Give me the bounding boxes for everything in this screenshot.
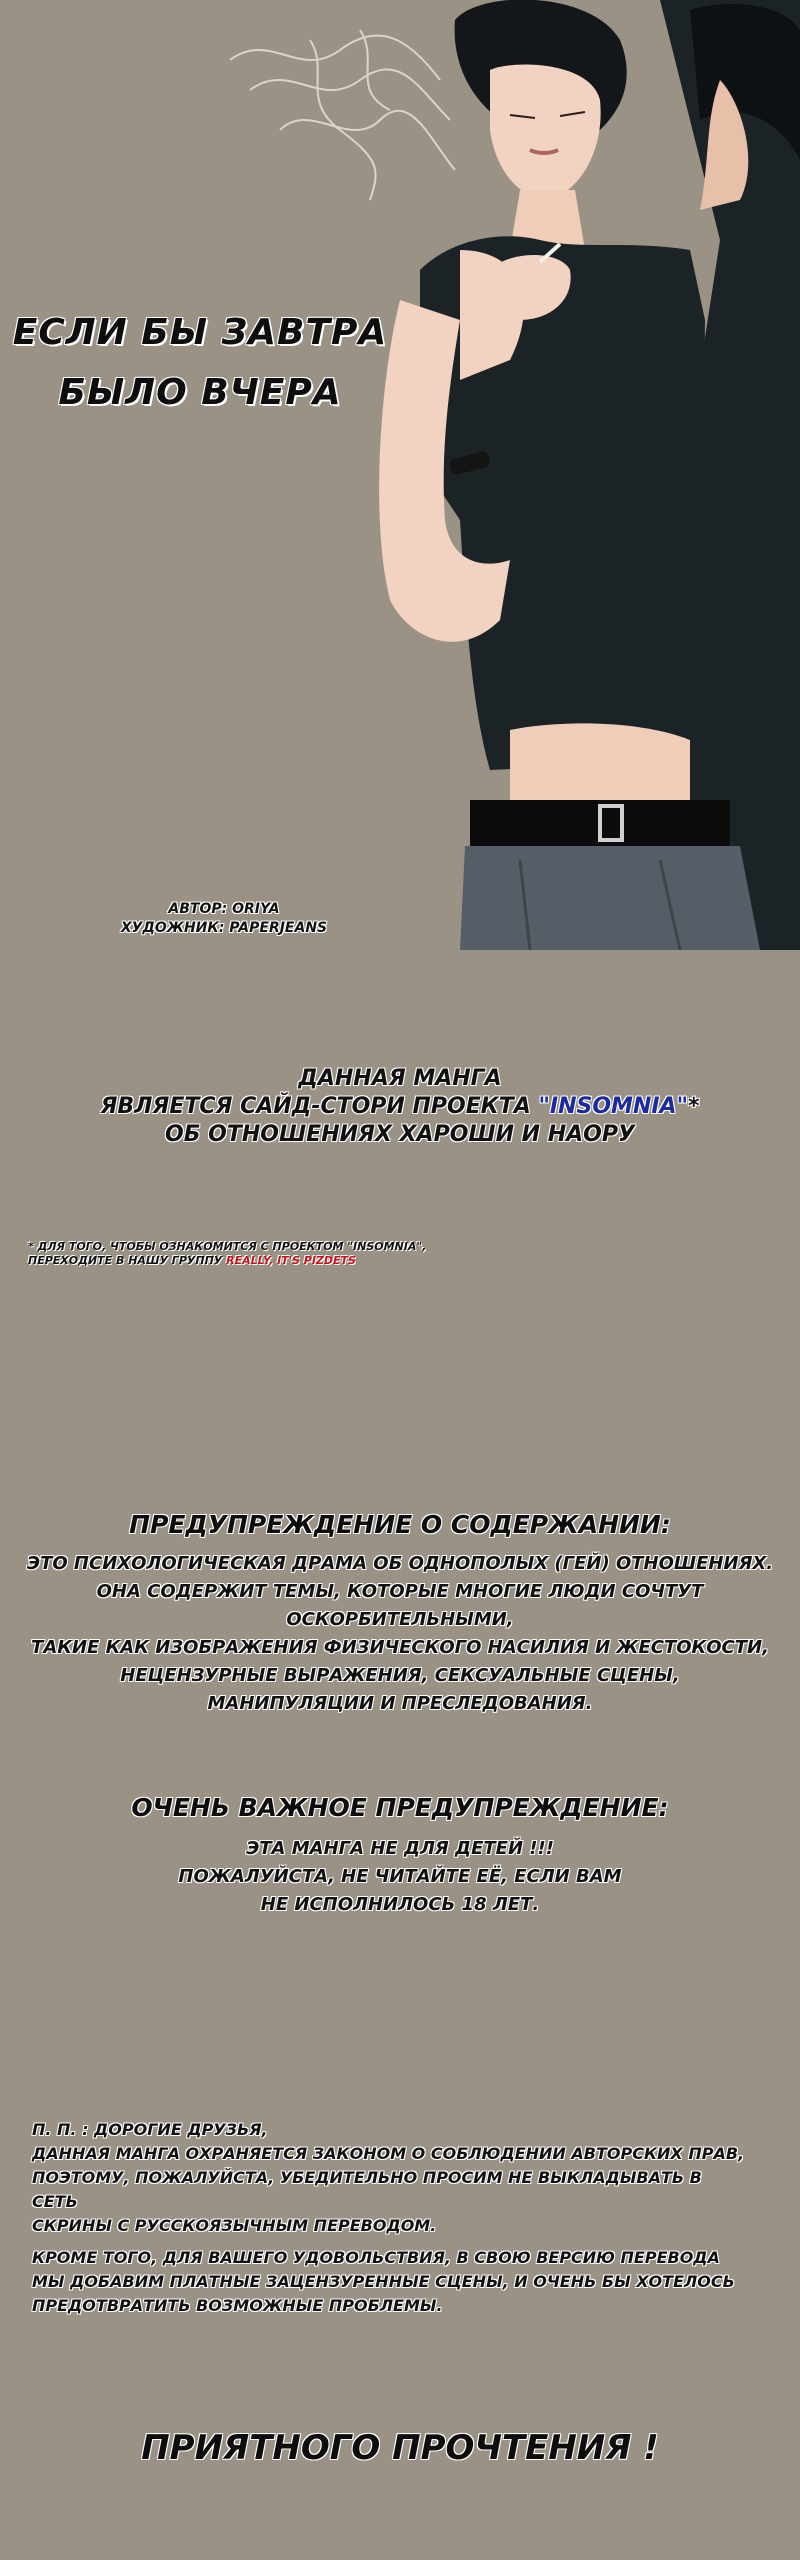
info-asterisk: * [688,1094,700,1119]
side-story-info [60,1065,740,1149]
footnote [28,1240,458,1268]
content-warning-line: ТАКИЕ КАК ИЗОБРАЖЕНИЯ ФИЗИЧЕСКОГО НАСИЛИЯ И ЖЕСТОКОСТИ, [31,1637,769,1658]
author-credit: АВТОР: ORIYA [168,901,280,917]
important-warning-line: ПОЖАЛУЙСТА, НЕ ЧИТАЙТЕ ЕЁ, ЕСЛИ ВАМ [178,1866,622,1887]
postscript-line: П. П. : ДОРОГИЕ ДРУЗЬЯ, [32,2120,268,2139]
important-warning-heading: ОЧЕНЬ ВАЖНОЕ ПРЕДУПРЕЖДЕНИЕ: [131,1793,669,1822]
content-warning-line: ОНА СОДЕРЖИТ ТЕМЫ, КОТОРЫЕ МНОГИЕ ЛЮДИ СОЧТУТ ОСКОРБИТЕЛЬНЫМИ, [96,1581,704,1630]
info-line-1: ДАННАЯ МАНГА [298,1066,502,1091]
info-line-2 [60,1093,740,1121]
postscript-line: ДАННАЯ МАНГА ОХРАНЯЕТСЯ ЗАКОНОМ О СОБЛЮДЕНИИ АВТОРСКИХ ПРАВ, [32,2144,745,2163]
footnote-line-2-text: ПЕРЕХОДИТЕ В НАШУ ГРУППУ [28,1254,223,1267]
cover-illustration [360,0,800,950]
figure-front-face [490,64,601,200]
postscript [32,2118,752,2326]
important-warning-line: ЭТА МАНГА НЕ ДЛЯ ДЕТЕЙ !!! [246,1838,554,1859]
content-warning-line: ЭТО ПСИХОЛОГИЧЕСКАЯ ДРАМА ОБ ОДНОПОЛЫХ (ГЕЙ) ОТНОШЕНИЯХ. [26,1553,774,1574]
artist-credit: ХУДОЖНИК: PAPERJEANS [120,920,328,936]
figure-front-jeans [460,846,760,950]
postscript-line: СКРИНЫ С РУССКОЯЗЫЧНЫМ ПЕРЕВОДОМ. [32,2216,437,2235]
postscript-line: ПРЕДОТВРАТИТЬ ВОЗМОЖНЫЕ ПРОБЛЕМЫ. [32,2296,443,2315]
content-warning-line: МАНИПУЛЯЦИИ И ПРЕСЛЕДОВАНИЯ. [207,1693,593,1714]
manga-title-line-2: БЫЛО ВЧЕРА [58,372,342,413]
content-warning-line: НЕЦЕНЗУРНЫЕ ВЫРАЖЕНИЯ, СЕКСУАЛЬНЫЕ СЦЕНЫ, [120,1665,680,1686]
footnote-line-1: * ДЛЯ ТОГО, ЧТОБЫ ОЗНАКОМИТСЯ С ПРОЕКТОМ "INSOMNIA", [28,1240,427,1253]
important-warning-text [0,1835,800,1919]
info-line-3: ОБ ОТНОШЕНИЯХ ХАРОШИ И НАОРУ [165,1122,635,1147]
footnote-line-2 [28,1254,458,1268]
postscript-paragraph-1 [32,2118,752,2238]
project-name: "INSOMNIA" [538,1094,689,1119]
closing-message: ПРИЯТНОГО ПРОЧТЕНИЯ ! [141,2428,659,2468]
content-warning-text [0,1550,800,1718]
group-name-link[interactable]: REALLY, IT'S PIZDETS [226,1254,356,1267]
credits [84,900,364,938]
postscript-line: ПОЭТОМУ, ПОЖАЛУЙСТА, УБЕДИТЕЛЬНО ПРОСИМ НЕ ВЫКЛАДЫВАТЬ В СЕТЬ [32,2168,702,2211]
manga-title-line-1: ЕСЛИ БЫ ЗАВТРА [12,312,388,353]
info-line-2-text: ЯВЛЯЕТСЯ САЙД-СТОРИ ПРОЕКТА [100,1094,531,1119]
important-warning-line: НЕ ИСПОЛНИЛОСЬ 18 ЛЕТ. [260,1894,540,1915]
postscript-paragraph-2 [32,2246,752,2318]
postscript-line: МЫ ДОБАВИМ ПЛАТНЫЕ ЗАЦЕНЗУРЕННЫЕ СЦЕНЫ, И ОЧЕНЬ БЫ ХОТЕЛОСЬ [32,2272,735,2291]
content-warning-heading: ПРЕДУПРЕЖДЕНИЕ О СОДЕРЖАНИИ: [129,1510,671,1539]
postscript-line: КРОМЕ ТОГО, ДЛЯ ВАШЕГО УДОВОЛЬСТВИЯ, В СВОЮ ВЕРСИЮ ПЕРЕВОДА [32,2248,720,2267]
